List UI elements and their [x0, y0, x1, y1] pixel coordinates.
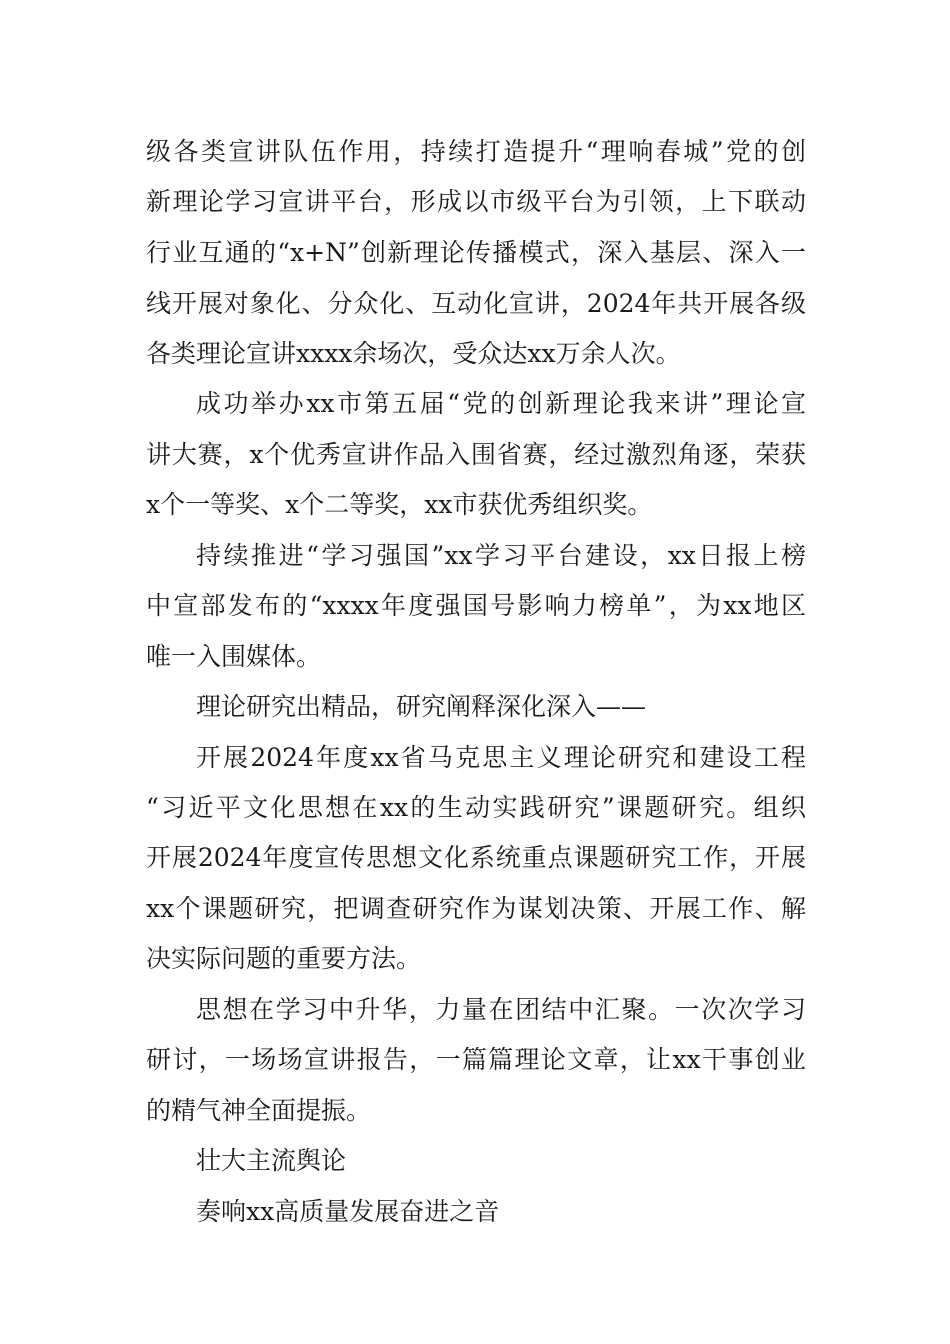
text-line: 新理论学习宣讲平台，形成以市级平台为引领，上下联动	[146, 187, 806, 216]
text-line: 决实际问题的重要方法。	[146, 944, 422, 973]
text-line: 各类理论宣讲xxxx余场次，受众达xx万余人次。	[146, 339, 681, 368]
text-line: 讲大赛，x个优秀宣讲作品入围省赛，经过激烈角逐，荣获	[146, 440, 806, 469]
text-line: 研讨，一场场宣讲报告，一篇篇理论文章，让xx干事创业	[146, 1045, 806, 1074]
text-line: xx个课题研究，把调查研究作为谋划决策、开展工作、解	[146, 894, 806, 923]
paragraph-first-line: 成功举办xx市第五届“党的创新理论我来讲”理论宣	[196, 389, 806, 418]
section-lead: 理论研究出精品，研究阐释深化深入——	[196, 692, 647, 721]
heading-line: 壮大主流舆论	[196, 1146, 347, 1175]
text-line: 的精气神全面提振。	[146, 1096, 372, 1125]
text-line: 唯一入围媒体。	[146, 642, 322, 671]
text-line: 开展2024年度宣传思想文化系统重点课题研究工作，开展	[146, 843, 806, 872]
text-line: 线开展对象化、分众化、互动化宣讲，2024年共开展各级	[146, 289, 806, 318]
paragraph-first-line: 持续推进“学习强国”xx学习平台建设，xx日报上榜	[196, 541, 806, 570]
heading-line: 奏响xx高质量发展奋进之音	[196, 1197, 500, 1226]
text-line: x个一等奖、x个二等奖，xx市获优秀组织奖。	[146, 490, 653, 519]
text-line: 中宣部发布的“xxxx年度强国号影响力榜单”，为xx地区	[146, 591, 806, 620]
text-line: 级各类宣讲队伍作用，持续打造提升“理响春城”党的创	[146, 137, 806, 166]
text-line: “习近平文化思想在xx的生动实践研究”课题研究。组织	[146, 793, 806, 822]
paragraph-first-line: 思想在学习中升华，力量在团结中汇聚。一次次学习	[196, 995, 806, 1024]
text-line: 行业互通的“x+N”创新理论传播模式，深入基层、深入一	[146, 238, 806, 267]
paragraph-first-line: 开展2024年度xx省马克思主义理论研究和建设工程	[196, 743, 806, 772]
